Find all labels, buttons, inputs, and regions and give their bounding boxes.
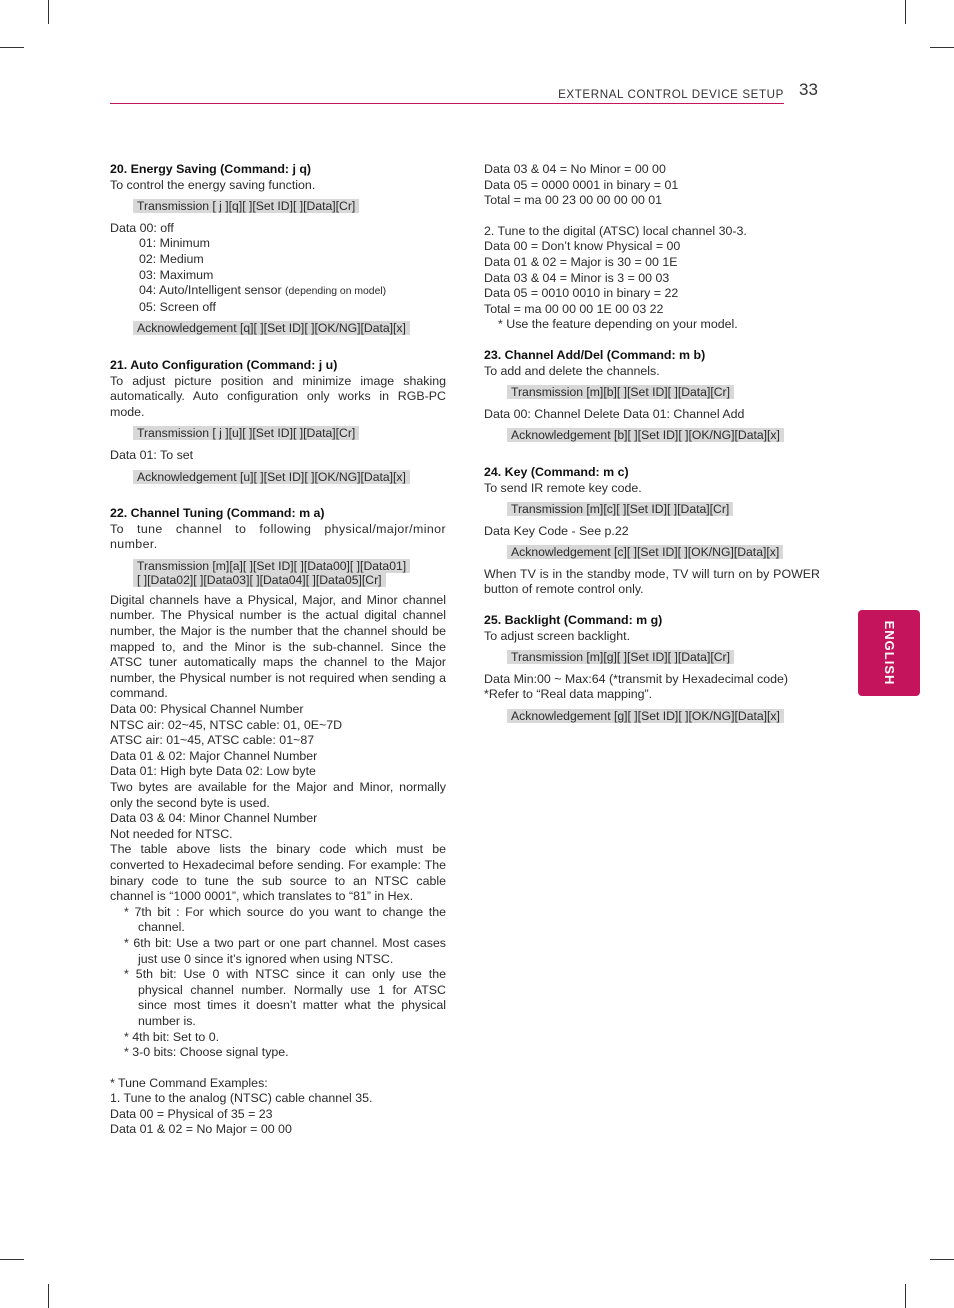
section-24-transmission: Transmission [m][c][ ][Set ID][ ][Data][Cr] xyxy=(507,502,733,516)
data-line: 02: Medium xyxy=(139,251,204,266)
example-line: Data 05 = 0000 0001 in binary = 01 xyxy=(484,177,679,192)
data-line: ATSC air: 01~45, ATSC cable: 01~87 xyxy=(110,733,315,748)
section-24-ack: Acknowledgement [c][ ][Set ID][ ][OK/NG][Data][x] xyxy=(507,545,783,559)
example-line: Data 03 & 04 = No Minor = 00 00 xyxy=(484,162,666,176)
data-line: Data 00: Physical Channel Number xyxy=(110,702,304,717)
refer-note: *Refer to “Real data mapping”. xyxy=(484,687,653,702)
crop-mark xyxy=(930,47,954,48)
data-line: Data Min:00 ~ Max:64 (*transmit by Hexadecimal code) xyxy=(484,671,789,686)
data-line: Data 01: High byte Data 02: Low byte xyxy=(110,764,316,779)
header-rule xyxy=(110,103,784,104)
example-line: Data 00 = Don’t know Physical = 00 xyxy=(484,239,681,254)
section-22-desc: To tune channel to following physical/major/minor number. xyxy=(110,521,446,552)
data-line: Data 01 & 02: Major Channel Number xyxy=(110,748,318,763)
data-line: Data 00: off xyxy=(110,220,174,235)
example-line: Data 01 & 02 = No Major = 00 00 xyxy=(110,1122,292,1137)
section-20-heading: 20. Energy Saving (Command: j q) xyxy=(110,162,312,176)
two-bytes-note: Two bytes are available for the Major and Minor, normally only the second byte is used. xyxy=(110,780,446,810)
crop-mark xyxy=(0,47,24,48)
data-line: Data 00: Channel Delete Data 01: Channel Add xyxy=(484,406,745,421)
section-21-transmission: Transmission [ j ][u][ ][Set ID][ ][Data][Cr] xyxy=(133,426,359,440)
example-line: Data 03 & 04 = Minor is 3 = 00 03 xyxy=(484,270,670,285)
page-number: 33 xyxy=(799,80,818,99)
section-21-heading: 21. Auto Configuration (Command: j u) xyxy=(110,357,338,372)
section-24-desc: To send IR remote key code. xyxy=(484,480,642,495)
section-22-heading: 22. Channel Tuning (Command: m a) xyxy=(110,506,325,521)
bit-bullet: * 7th bit : For which source do you want to change the channel. xyxy=(124,904,446,935)
section-20-ack: Acknowledgement [q][ ][Set ID][ ][OK/NG][Data][x] xyxy=(133,321,410,335)
data-line: 01: Minimum xyxy=(139,236,210,251)
example-line: Data 05 = 0010 0010 in binary = 22 xyxy=(484,286,679,301)
bit-bullet: * 4th bit: Set to 0. xyxy=(124,1029,220,1044)
data-line: 03: Maximum xyxy=(139,267,214,282)
standby-note: When TV is in the standby mode, TV will turn on by POWER button of remote control only. xyxy=(484,566,820,597)
bit-bullet: * 6th bit: Use a two part or one part channel. Most cases just use 0 since it’s ignored when using NTSC. xyxy=(124,935,446,966)
language-side-tab xyxy=(858,610,920,696)
example-line: 2. Tune to the digital (ATSC) local channel 30-3. xyxy=(484,223,747,238)
section-20-desc: To control the energy saving function. xyxy=(110,177,316,192)
example-line: 1. Tune to the analog (NTSC) cable channel 35. xyxy=(110,1091,373,1106)
section-25-ack: Acknowledgement [g][ ][Set ID][ ][OK/NG][Data][x] xyxy=(507,709,784,723)
data-line: 05: Screen off xyxy=(139,299,216,314)
crop-mark xyxy=(930,1259,954,1260)
data-line-group xyxy=(110,283,446,300)
table-note: The table above lists the binary code which must be converted to Hexadecimal before sending. For example: The binary code to tune the sub source to an NTSC cable channel is “1000 0001”, which translates to “81” in Hex. xyxy=(110,842,446,904)
section-23-desc: To add and delete the channels. xyxy=(484,363,660,378)
example-line: Total = ma 00 00 00 1E 00 03 22 xyxy=(484,301,664,316)
section-23-heading: 23. Channel Add/Del (Command: m b) xyxy=(484,347,706,362)
example-line: Data 01 & 02 = Major is 30 = 00 1E xyxy=(484,254,678,269)
crop-mark xyxy=(0,1259,24,1260)
data-line: Data 03 & 04: Minor Channel Number xyxy=(110,811,318,826)
crop-mark xyxy=(48,0,49,24)
section-25-heading: 25. Backlight (Command: m g) xyxy=(484,613,663,628)
section-21-ack: Acknowledgement [u][ ][Set ID][ ][OK/NG][Data][x] xyxy=(133,470,410,484)
data-line: Data 01: To set xyxy=(110,447,194,462)
section-24-heading: 24. Key (Command: m c) xyxy=(484,464,629,479)
data-line: Data Key Code - See p.22 xyxy=(484,523,629,538)
header-section-title: EXTERNAL CONTROL DEVICE SETUP xyxy=(558,88,784,101)
example-line: Data 00 = Physical of 35 = 23 xyxy=(110,1106,273,1121)
section-22-paragraph: Digital channels have a Physical, Major, and Minor channel number. The Physical number is the actual digital channel number, the Major is the number that the channel should be mapped to, and the Minor is the sub-channel. Since the ATSC tuner automatically maps the channel to the Major number, the Physical number is not required when sending a command. xyxy=(110,592,446,701)
section-23-ack: Acknowledgement [b][ ][Set ID][ ][OK/NG][Data][x] xyxy=(507,428,784,442)
data-line: 04: Auto/Intelligent sensor xyxy=(139,283,282,298)
example-line: Total = ma 00 23 00 00 00 00 01 xyxy=(484,193,663,208)
crop-mark xyxy=(905,1284,906,1308)
section-25-desc: To adjust screen backlight. xyxy=(484,628,631,643)
examples-title: * Tune Command Examples: xyxy=(110,1075,268,1090)
section-20-transmission: Transmission [ j ][q][ ][Set ID][ ][Data][Cr] xyxy=(133,199,359,213)
bit-bullet: * 3-0 bits: Choose signal type. xyxy=(124,1045,289,1060)
side-tab-label: ENGLISH xyxy=(881,620,897,686)
section-21-desc: To adjust picture position and minimize image shaking automatically. Auto configuration only works in RGB-PC mode. xyxy=(110,373,446,419)
section-25-transmission: Transmission [m][g][ ][Set ID][ ][Data][Cr] xyxy=(507,650,734,664)
section-23-transmission: Transmission [m][b][ ][Set ID][ ][Data][Cr] xyxy=(507,385,734,399)
section-22-transmission-1: Transmission [m][a][ ][Set ID][ ][Data00][ ][Data01] xyxy=(133,559,410,573)
crop-mark xyxy=(905,0,906,24)
bit-bullet: * 5th bit: Use 0 with NTSC since it can only use the physical channel number. Normally use 1 for ATSC since most times it doesn’t matter what the physical number is. xyxy=(124,967,446,1028)
section-22-transmission-2: [ ][Data02][ ][Data03][ ][Data04][ ][Data05][Cr] xyxy=(133,573,386,587)
model-note: * Use the feature depending on your model. xyxy=(498,317,738,332)
data-line: NTSC air: 02~45, NTSC cable: 01, 0E~7D xyxy=(110,717,343,732)
crop-mark xyxy=(48,1284,49,1308)
data-line: Not needed for NTSC. xyxy=(110,826,233,841)
left-column xyxy=(110,162,446,1138)
model-note: (depending on model) xyxy=(285,286,387,298)
right-column xyxy=(484,162,820,731)
